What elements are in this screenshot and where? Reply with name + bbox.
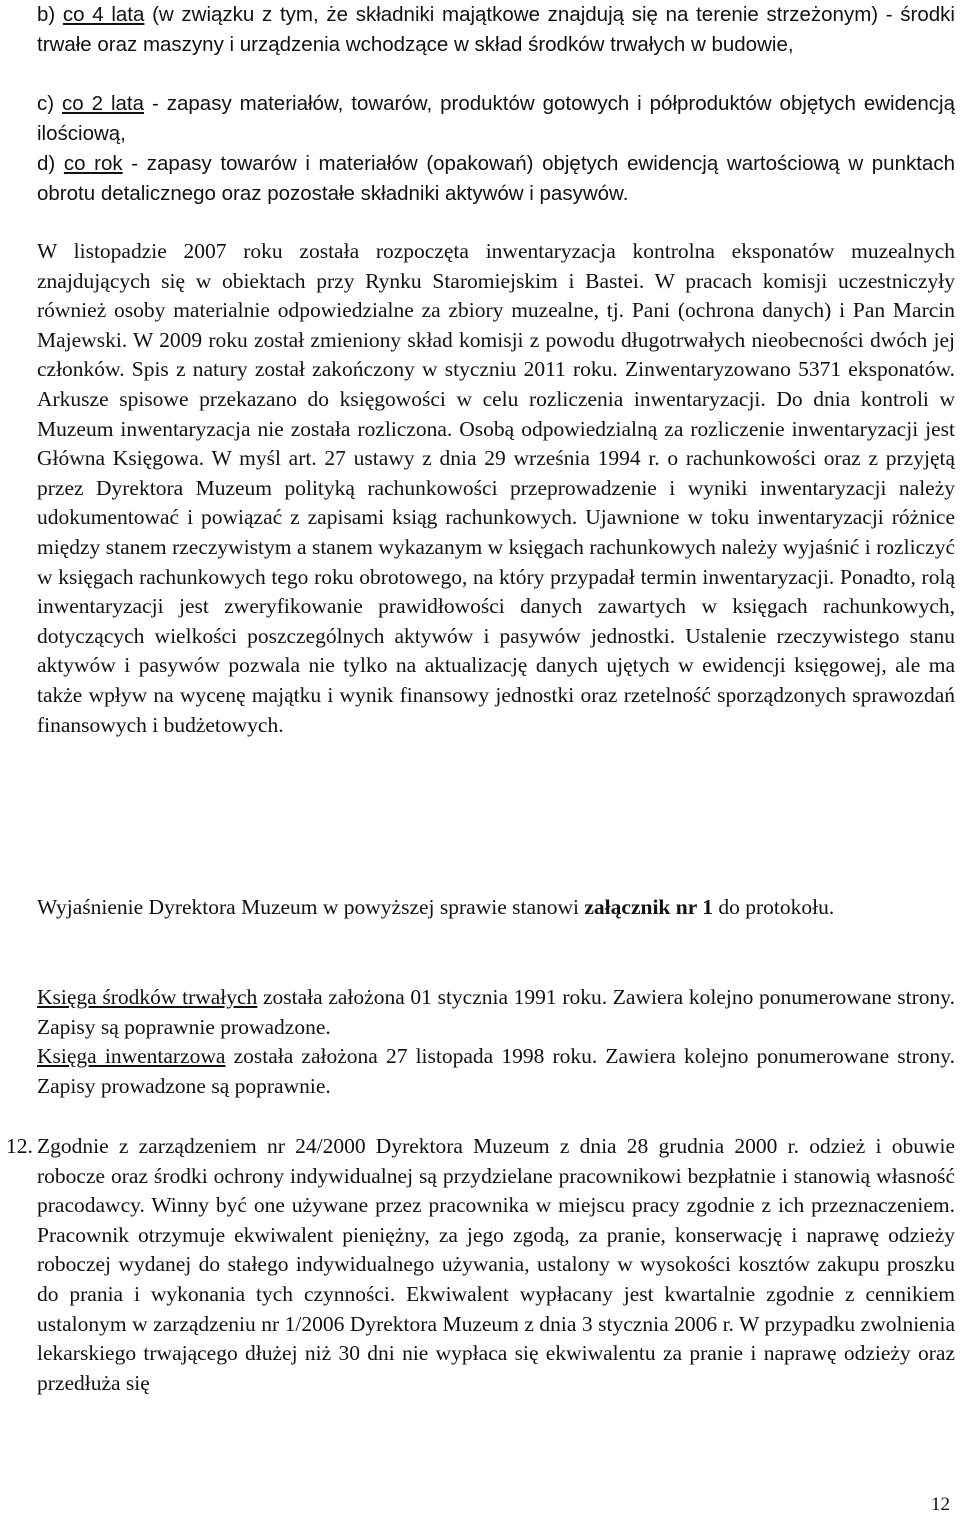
list-item-c bbox=[37, 89, 955, 148]
ledger-text: została założona 27 listopada 1998 roku. Zawiera kolejno ponumerowane strony. Zapisy prowadzone są poprawnie. bbox=[37, 1044, 955, 1098]
explanation-text-end: do protokołu. bbox=[713, 895, 835, 919]
section-number: 12. bbox=[6, 1134, 33, 1158]
paragraph-inventory-ledger bbox=[37, 1042, 955, 1101]
list-item-frequency: co 4 lata bbox=[62, 3, 145, 26]
page-number: 12 bbox=[931, 1494, 950, 1515]
list-item-text: - zapasy towarów i materiałów (opakowań) objętych ewidencją wartościową w punktach obrotu detalicznego oraz pozostałe składniki aktywów i pasywów. bbox=[37, 152, 955, 205]
explanation-text: Wyjaśnienie Dyrektora Muzeum w powyższej sprawie stanowi bbox=[37, 895, 585, 919]
paragraph-inventory: W listopadzie 2007 roku została rozpoczęta inwentaryzacja kontrolna eksponatów muzealnych znajdujących się w obiektach przy Rynku Staromiejskim i Bastei. W pracach komisji uczestniczyły również osoby materialnie odpowiedzialne za zbiory muzealne, tj. Pani (ochrona danych) i Pan Marcin Majewski. W 2009 roku został zmieniony skład komisji z powodu długotrwałych nieobecności dwóch jej członków. Spis z natury został zakończony w styczniu 2011 roku. Zinwentaryzowano 5371 eksponatów. Arkusze spisowe przekazano do księgowości w celu rozliczenia inwentaryzacji. Do dnia kontroli w Muzeum inwentaryzacja nie została rozliczona. Osobą odpowiedzialną za rozliczenie inwentaryzacji jest Główna Księgowa. W myśl art. 27 ustawy z dnia 29 września 1994 r. o rachunkowości oraz z przyjętą przez Dyrektora Muzeum polityką rachunkowości przeprowadzenie i wyniki inwentaryzacji należy udokumentować i powiązać z zapisami ksiąg rachunkowych. Ujawnione w toku inwentaryzacji różnice między stanem rzeczywistym a stanem wykazanym w księgach rachunkowych należy wyjaśnić i rozliczyć w księgach rachunkowych tego roku obrotowego, na który przypadał termin inwentaryzacji. Ponadto, rolą inwentaryzacji jest zweryfikowanie prawidłowości danych zawartych w księgach rachunkowych, dotyczących wielkości poszczególnych aktywów i pasywów jednostki. Ustalenie rzeczywistego stanu aktywów i pasywów pozwala nie tylko na aktualizację danych ujętych w ewidencji księgowej, ale ma także wpływ na wycenę majątku i wynik finansowy jednostki oraz rzetelność sporządzonych sprawozdań finansowych i budżetowych. bbox=[37, 239, 955, 737]
paragraph-fixed-assets-ledger bbox=[37, 983, 955, 1042]
list-item-text: (w związku z tym, że składniki majątkowe znajdują się na terenie strzeżonym) - środki trwałe oraz maszyny i urządzenia wchodzące w skład środków trwałych w budowie, bbox=[37, 3, 955, 56]
section-text: Zgodnie z zarządzeniem nr 24/2000 Dyrektora Muzeum z dnia 28 grudnia 2000 r. odzież i obuwie robocze oraz środki ochrony indywidualnej są przydzielane pracownikowi bezpłatnie i stanowią własność pracodawcy. Winny być one używane przez pracownika w miejscu pracy zgodnie z ich przeznaczeniem. Pracownik otrzymuje ekwiwalent pieniężny, za jego zgodą, za pranie, konserwację i naprawę odzieży roboczej wydanej do stałego indywidualnego używania, ustalony w wysokości kosztów zakupu proszku do prania i wykonania tych czynności. Ekwiwalent wypłacany jest kwartalnie zgodnie z cennikiem ustalonym w zarządzeniu nr 1/2006 Dyrektora Muzeum z dnia 3 stycznia 2006 r. W przypadku zwolnienia lekarskiego trwającego dłużej niż 30 dni nie wypłaca się ekwiwalentu za pranie i naprawę odzieży oraz przedłuża się bbox=[37, 1134, 955, 1395]
list-item-prefix: c) bbox=[37, 92, 63, 115]
list-item-b bbox=[37, 0, 955, 59]
ledger-text: została założona 01 stycznia 1991 roku. Zawiera kolejno ponumerowane strony. Zapisy są poprawnie prowadzone. bbox=[37, 985, 955, 1039]
paragraph-director-explanation bbox=[37, 893, 955, 923]
list-item-frequency: co 2 lata bbox=[62, 92, 145, 115]
list-item-prefix: d) bbox=[37, 152, 64, 175]
list-item-text: - zapasy materiałów, towarów, produktów gotowych i półproduktów objętych ewidencją ilościową, bbox=[37, 92, 956, 145]
list-item-prefix: b) bbox=[37, 3, 63, 26]
ledger-title: Księga środków trwałych bbox=[37, 985, 258, 1009]
attachment-reference: załącznik nr 1 bbox=[584, 895, 713, 919]
list-item-d bbox=[37, 149, 955, 208]
ledger-title: Księga inwentarzowa bbox=[37, 1044, 226, 1068]
list-item-frequency: co rok bbox=[63, 152, 123, 175]
